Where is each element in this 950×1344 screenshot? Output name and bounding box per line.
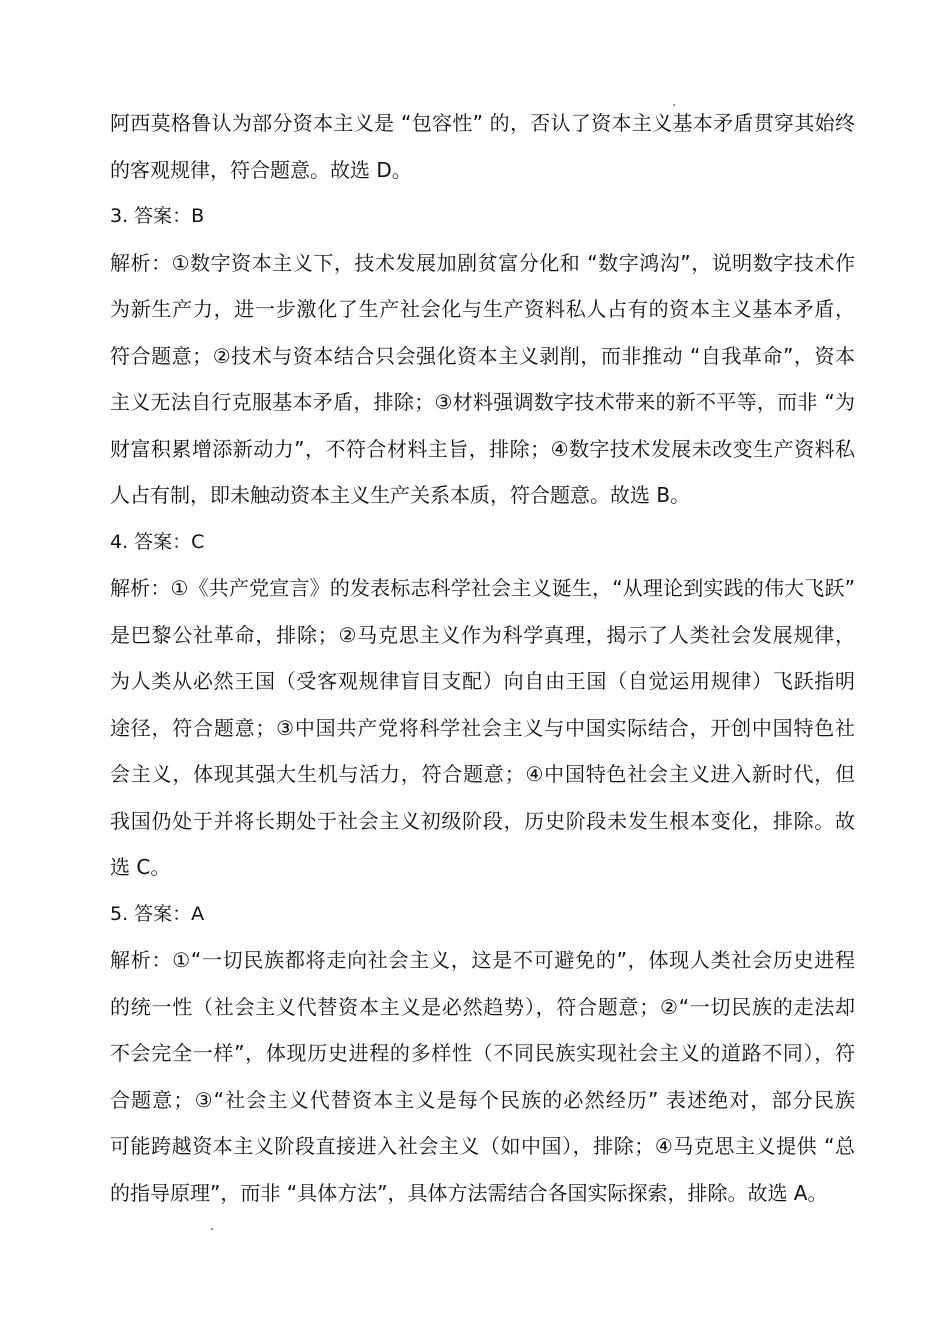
text-line: 不会完全一样”，体现历史进程的多样性（不同民族实现社会主义的道路不同），符 xyxy=(110,1041,855,1065)
text-line: 符合题意；②技术与资本结合只会强化资本主义剥削，而非推动 “自我革命”，资本 xyxy=(110,343,855,368)
text-line: 的客观规律，符合题意。故选 D。 xyxy=(110,157,412,182)
text-line: 主义无法自行克服基本矛盾，排除；③材料强调数字技术带来的新不平等，而非 “为 xyxy=(110,390,855,414)
answer-heading-4: 4. 答案：C xyxy=(110,530,205,553)
text-line: 可能跨越资本主义阶段直接进入社会主义（如中国），排除；④马克思主义提供 “总 xyxy=(110,1134,855,1158)
text-line: 会主义，体现其强大生机与活力，符合题意；④中国特色社会主义进入新时代，但 xyxy=(110,762,855,786)
text-line: 选 C。 xyxy=(110,855,171,879)
text-line: 解析：①“一切民族都将走向社会主义，这是不可避免的”，体现人类社会历史进程 xyxy=(110,948,855,972)
text-line: 的指导原理”，而非 “具体方法”，具体方法需结合各国实际探索，排除。故选 A。 xyxy=(110,1180,828,1205)
text-line: 是巴黎公社革命，排除；②马克思主义作为科学真理，揭示了人类社会发展规律， xyxy=(110,622,855,647)
answer-heading-3: 3. 答案：B xyxy=(110,205,205,227)
answer-heading-5: 5. 答案：A xyxy=(110,902,205,925)
text-line: 途径，符合题意；③中国共产党将科学社会主义与中国实际结合，开创中国特色社 xyxy=(110,715,855,740)
text-line: 我国仍处于并将长期处于社会主义初级阶段，历史阶段未发生根本变化，排除。故 xyxy=(110,808,855,833)
text-line: 为人类从必然王国（受客观规律盲目支配）向自由王国（自觉运用规律）飞跃指明 xyxy=(110,669,855,693)
text-line: 解析：①《共产党宣言》的发表标志科学社会主义诞生，“从理论到实践的伟大飞跃” xyxy=(110,576,855,600)
text-line: 合题意；③“社会主义代替资本主义是每个民族的必然经历” 表述绝对，部分民族 xyxy=(110,1087,855,1112)
scan-speck-bottom xyxy=(211,1228,213,1230)
answer-text-block xyxy=(110,100,855,1216)
text-line: 解析：①数字资本主义下，技术发展加剧贫富分化和 “数字鸿沟”，说明数字技术作 xyxy=(110,250,855,275)
text-line: 为新生产力，进一步激化了生产社会化与生产资料私人占有的资本主义基本矛盾， xyxy=(110,297,855,321)
text-line: 的统一性（社会主义代替资本主义是必然趋势），符合题意；②“一切民族的走法却 xyxy=(110,994,855,1019)
text-line: 阿西莫格鲁认为部分资本主义是 “包容性” 的，否认了资本主义基本矛盾贯穿其始终 xyxy=(110,111,855,135)
text-line: 财富积累增添新动力”，不符合材料主旨，排除；④数字技术发展未改变生产资料私 xyxy=(110,436,855,461)
text-line: 人占有制，即未触动资本主义生产关系本质，符合题意。故选 B。 xyxy=(110,483,691,507)
